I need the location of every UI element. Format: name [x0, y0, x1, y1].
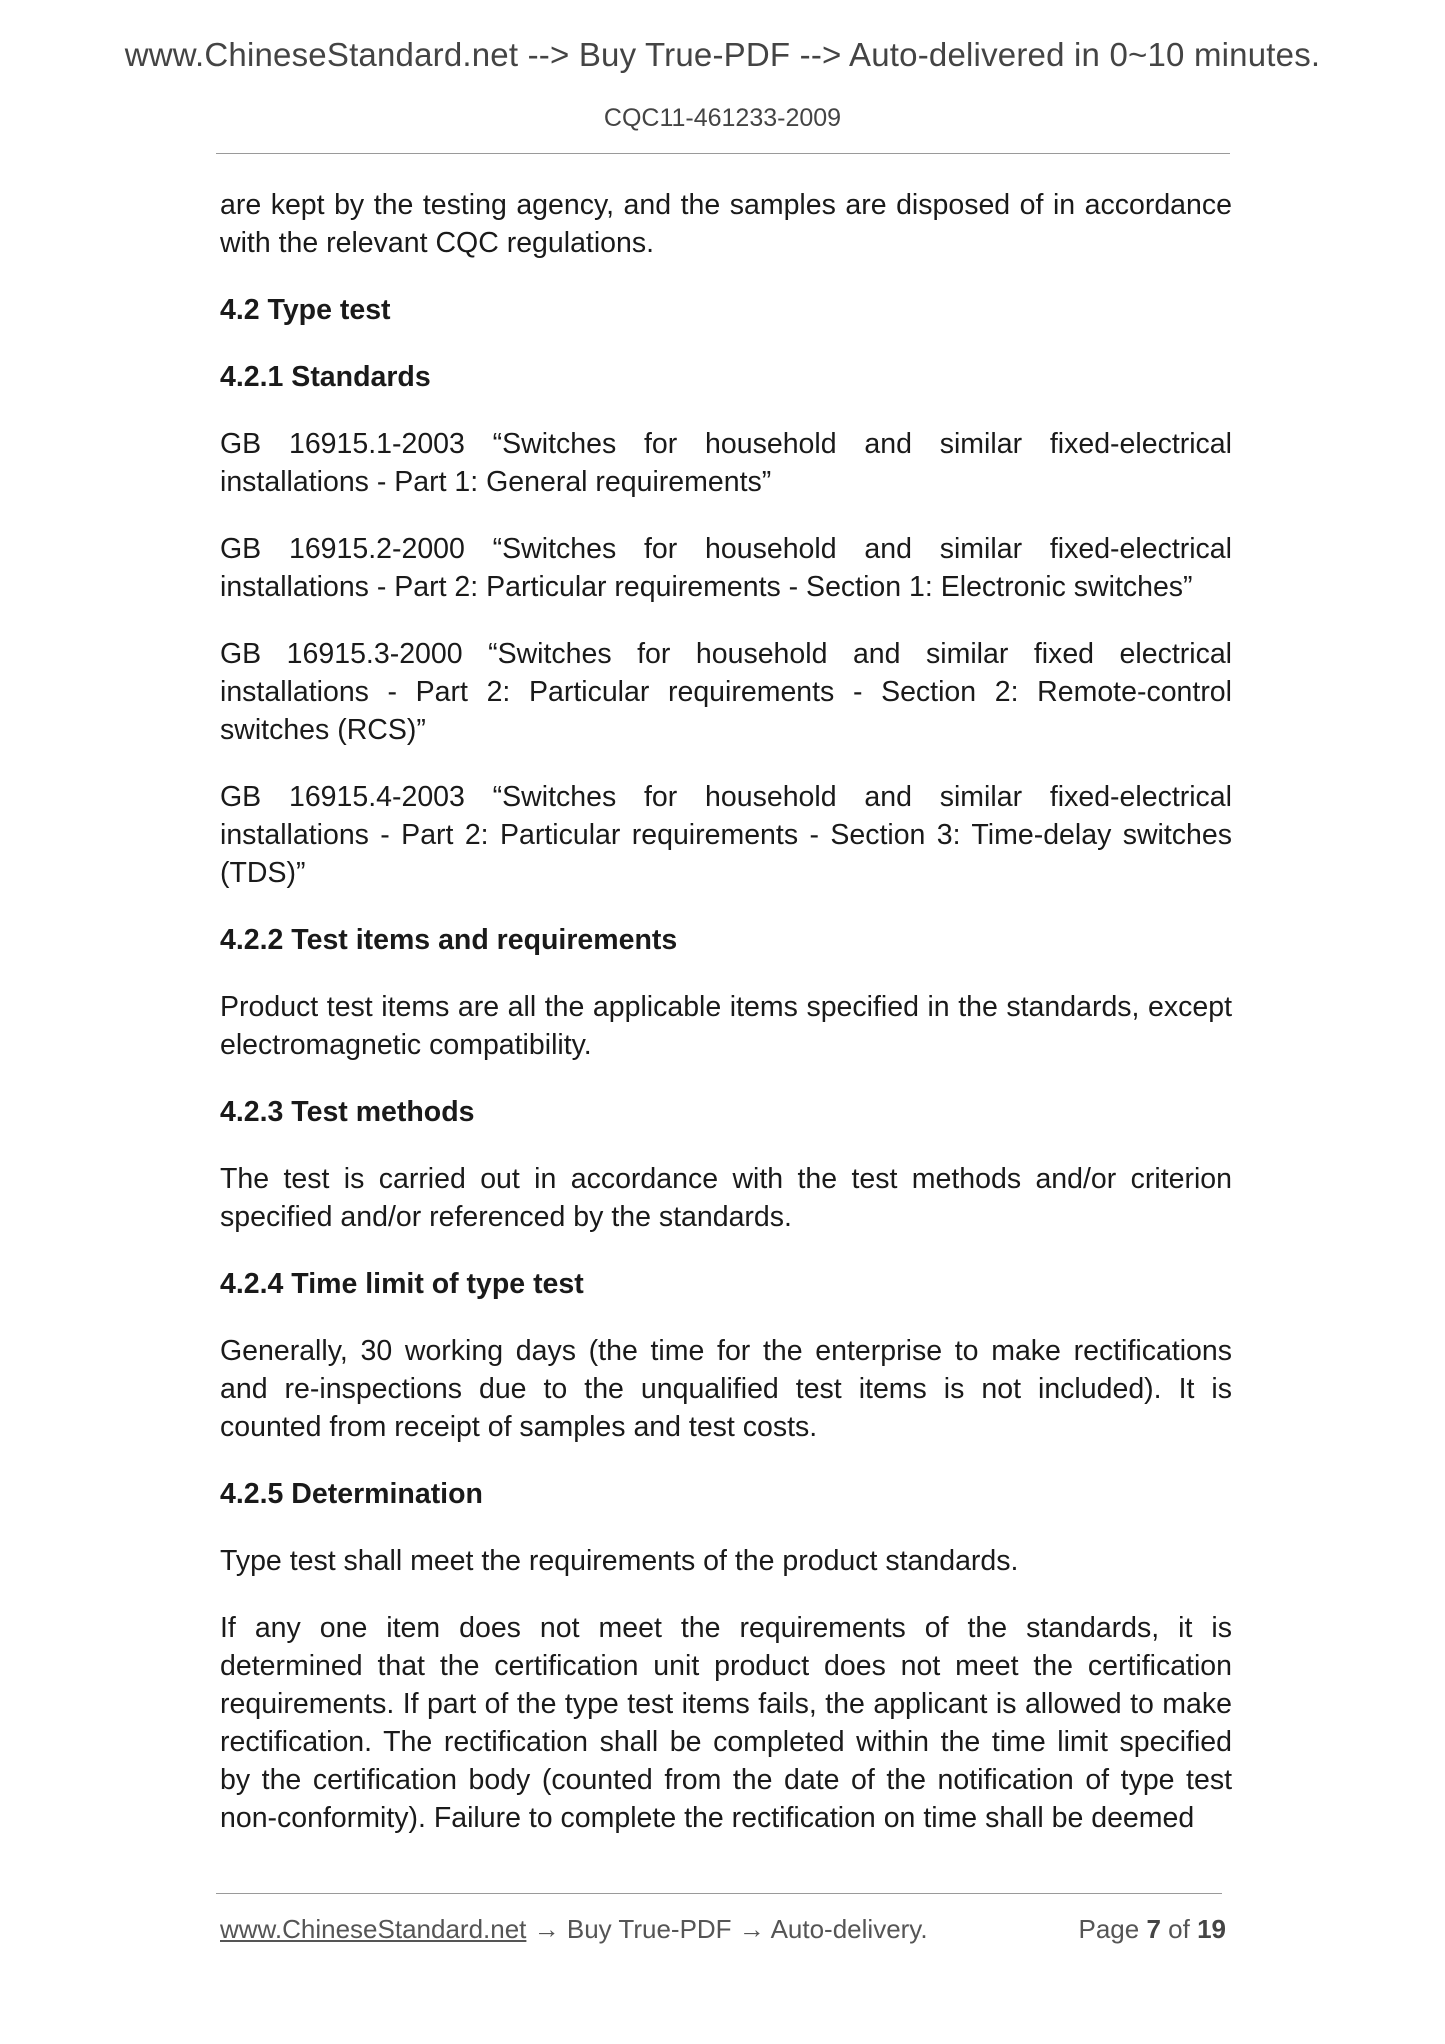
paragraph-4-2-4: Generally, 30 working days (the time for the enterprise to make rectifications and re-inspections due to the unqualified test items is not included). It is counted from receipt of samples and test costs. — [220, 1335, 1232, 1443]
document-code: CQC11-461233-2009 — [603, 104, 842, 132]
footer-left — [220, 1912, 928, 1946]
paragraph-intro: are kept by the testing agency, and the samples are disposed of in accordance with the relevant CQC regulations. — [220, 189, 1232, 259]
footer-divider — [216, 1893, 1222, 1894]
footer-site-link[interactable]: www.ChineseStandard.net — [220, 1914, 527, 1944]
page-total: 19 — [1197, 1914, 1226, 1944]
standard-item-4: GB 16915.4-2003 “Switches for household and similar fixed-electrical installations - Part 2: Particular requirements - Section 3: Time-delay switches (TDS)” — [220, 781, 1232, 889]
page-label: Page — [1078, 1914, 1140, 1944]
standard-item-2: GB 16915.2-2000 “Switches for household and similar fixed-electrical installations - Part 2: Particular requirements - Section 1: Electronic switches” — [220, 533, 1232, 603]
standard-item-1: GB 16915.1-2003 “Switches for household and similar fixed-electrical installations - Part 1: General requirements” — [220, 428, 1232, 498]
page-number — [1078, 1912, 1226, 1946]
heading-4-2-5: 4.2.5 Determination — [220, 1478, 483, 1510]
page-current: 7 — [1146, 1914, 1161, 1944]
page-of: of — [1168, 1914, 1190, 1944]
header-banner: www.ChineseStandard.net --> Buy True-PDF --> Auto-delivered in 0~10 minutes. — [124, 36, 1321, 73]
paragraph-4-2-5-b: If any one item does not meet the requirements of the standards, it is determined that the certification unit product does not meet the certification requirements. If part of the type test items fails, the applicant is allowed to make rectification. The rectification shall be completed within the time limit specified by the certification body (counted from the date of the notification of type test non-conformity). Failure to complete the rectification on time shall be deemed — [220, 1612, 1232, 1834]
paragraph-4-2-5-a: Type test shall meet the requirements of the product standards. — [220, 1545, 1019, 1577]
paragraph-4-2-3: The test is carried out in accordance with the test methods and/or criterion specified and/or referenced by the standards. — [220, 1163, 1232, 1233]
paragraph-4-2-2: Product test items are all the applicable items specified in the standards, except electromagnetic compatibility. — [220, 991, 1232, 1061]
heading-4-2-3: 4.2.3 Test methods — [220, 1096, 475, 1128]
header-divider — [216, 153, 1230, 154]
footer-tagline: → Buy True-PDF → Auto-delivery. — [526, 1914, 928, 1944]
page-content — [220, 186, 1232, 1866]
heading-4-2-1: 4.2.1 Standards — [220, 361, 431, 393]
heading-4-2-2: 4.2.2 Test items and requirements — [220, 924, 678, 956]
heading-4-2-4: 4.2.4 Time limit of type test — [220, 1268, 584, 1300]
standard-item-3: GB 16915.3-2000 “Switches for household and similar fixed electrical installations - Part 2: Particular requirements - Section 2: Remote-control switches (RCS)” — [220, 638, 1232, 746]
heading-4-2: 4.2 Type test — [220, 294, 391, 326]
